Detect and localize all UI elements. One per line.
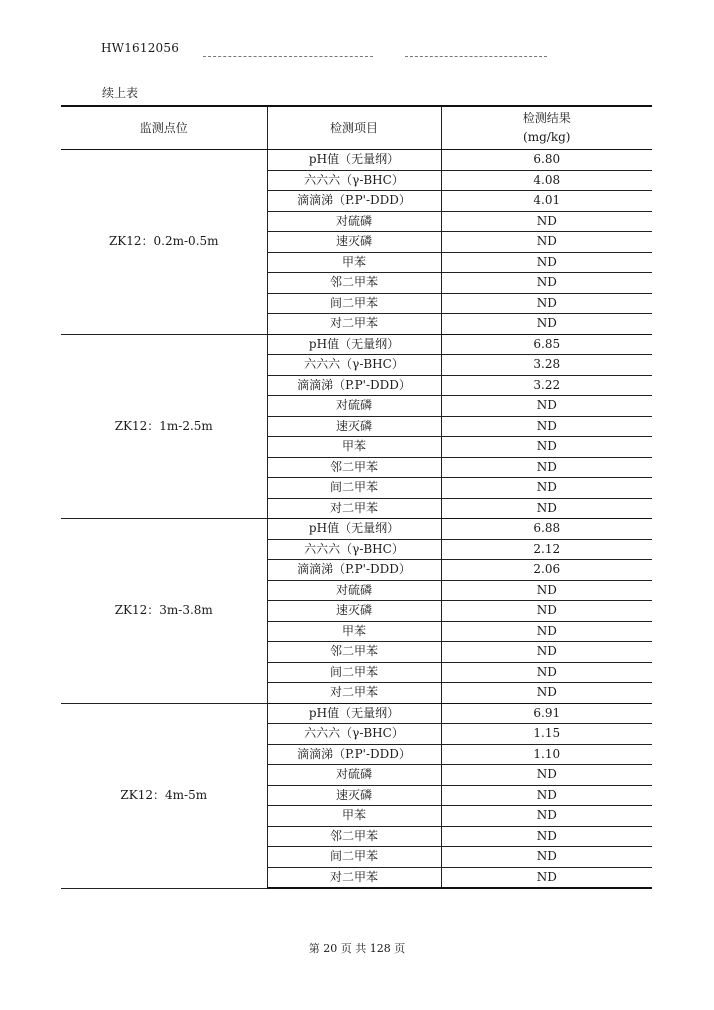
test-item-cell: 对二甲苯 (267, 867, 441, 888)
table-body (61, 150, 652, 889)
monitoring-point-cell: ZK12：3m-3.8m (61, 519, 267, 704)
test-item-cell: 对硫磷 (267, 396, 441, 417)
page-number: 第 20 页 共 128 页 (308, 942, 406, 955)
test-item-cell: 滴滴涕（P.P'-DDD） (267, 191, 441, 212)
test-result-cell: 6.88 (441, 519, 652, 540)
test-item-cell: 甲苯 (267, 806, 441, 827)
test-result-cell: ND (441, 621, 652, 642)
test-result-cell: 2.12 (441, 539, 652, 560)
test-result-cell: ND (441, 478, 652, 499)
test-item-cell: pH值（无量纲） (267, 334, 441, 355)
test-result-cell: ND (441, 416, 652, 437)
test-result-cell: ND (441, 662, 652, 683)
test-item-cell: 六六六（γ-BHC） (267, 355, 441, 376)
test-item-cell: pH值（无量纲） (267, 150, 441, 171)
results-table (61, 105, 652, 889)
test-result-cell: ND (441, 211, 652, 232)
test-result-cell: ND (441, 314, 652, 335)
test-item-cell: 间二甲苯 (267, 662, 441, 683)
test-result-cell: ND (441, 252, 652, 273)
test-result-cell: 1.15 (441, 724, 652, 745)
test-result-cell: ND (441, 457, 652, 478)
test-item-cell: pH值（无量纲） (267, 703, 441, 724)
test-result-cell: 3.28 (441, 355, 652, 376)
continued-label: 续上表 (102, 86, 139, 100)
test-item-cell: 间二甲苯 (267, 478, 441, 499)
test-result-cell: ND (441, 642, 652, 663)
test-item-cell: 对二甲苯 (267, 683, 441, 704)
test-result-cell: ND (441, 396, 652, 417)
test-item-cell: 邻二甲苯 (267, 642, 441, 663)
test-result-cell: ND (441, 273, 652, 294)
test-item-cell: 间二甲苯 (267, 293, 441, 314)
test-result-cell: 6.80 (441, 150, 652, 171)
test-result-cell: 6.85 (441, 334, 652, 355)
test-item-cell: 速灭磷 (267, 785, 441, 806)
test-item-cell: 邻二甲苯 (267, 273, 441, 294)
table-row (61, 150, 652, 171)
test-item-cell: 对硫磷 (267, 765, 441, 786)
test-item-cell: pH值（无量纲） (267, 519, 441, 540)
test-result-cell: ND (441, 232, 652, 253)
test-result-cell: ND (441, 826, 652, 847)
header-rule-left (203, 56, 373, 57)
test-item-cell: 对二甲苯 (267, 498, 441, 519)
test-item-cell: 速灭磷 (267, 232, 441, 253)
test-item-cell: 速灭磷 (267, 601, 441, 622)
test-item-cell: 甲苯 (267, 621, 441, 642)
test-result-cell: ND (441, 437, 652, 458)
test-item-cell: 滴滴涕（P.P'-DDD） (267, 560, 441, 581)
monitoring-point-cell: ZK12：4m-5m (61, 703, 267, 888)
column-header-result-label: 检测结果 (522, 111, 571, 125)
test-result-cell: ND (441, 785, 652, 806)
table-header-row (61, 106, 652, 150)
test-item-cell: 六六六（γ-BHC） (267, 539, 441, 560)
monitoring-point-cell: ZK12：1m-2.5m (61, 334, 267, 519)
test-item-cell: 速灭磷 (267, 416, 441, 437)
test-item-cell: 滴滴涕（P.P'-DDD） (267, 744, 441, 765)
test-item-cell: 六六六（γ-BHC） (267, 724, 441, 745)
test-result-cell: ND (441, 498, 652, 519)
test-item-cell: 间二甲苯 (267, 847, 441, 868)
test-result-cell: ND (441, 580, 652, 601)
monitoring-point-cell: ZK12：0.2m-0.5m (61, 150, 267, 335)
test-item-cell: 六六六（γ-BHC） (267, 170, 441, 191)
test-item-cell: 甲苯 (267, 252, 441, 273)
test-result-cell: ND (441, 847, 652, 868)
test-result-cell: 2.06 (441, 560, 652, 581)
test-result-cell: 4.01 (441, 191, 652, 212)
column-header-item: 检测项目 (267, 106, 441, 150)
test-result-cell: ND (441, 683, 652, 704)
test-item-cell: 对二甲苯 (267, 314, 441, 335)
test-item-cell: 甲苯 (267, 437, 441, 458)
table-row (61, 334, 652, 355)
test-result-cell: ND (441, 601, 652, 622)
test-result-cell: 3.22 (441, 375, 652, 396)
test-item-cell: 邻二甲苯 (267, 826, 441, 847)
test-result-cell: 6.91 (441, 703, 652, 724)
column-header-result-unit: (mg/kg) (523, 130, 571, 144)
column-header-result (441, 106, 652, 150)
test-result-cell: ND (441, 867, 652, 888)
test-result-cell: ND (441, 806, 652, 827)
test-item-cell: 对硫磷 (267, 211, 441, 232)
test-result-cell: ND (441, 765, 652, 786)
table-row (61, 519, 652, 540)
column-header-point: 监测点位 (61, 106, 267, 150)
test-item-cell: 邻二甲苯 (267, 457, 441, 478)
table-row (61, 703, 652, 724)
test-result-cell: 1.10 (441, 744, 652, 765)
test-item-cell: 对硫磷 (267, 580, 441, 601)
test-result-cell: ND (441, 293, 652, 314)
test-result-cell: 4.08 (441, 170, 652, 191)
report-id: HW1612056 (101, 41, 180, 55)
header-rule-right (405, 56, 547, 57)
test-item-cell: 滴滴涕（P.P'-DDD） (267, 375, 441, 396)
